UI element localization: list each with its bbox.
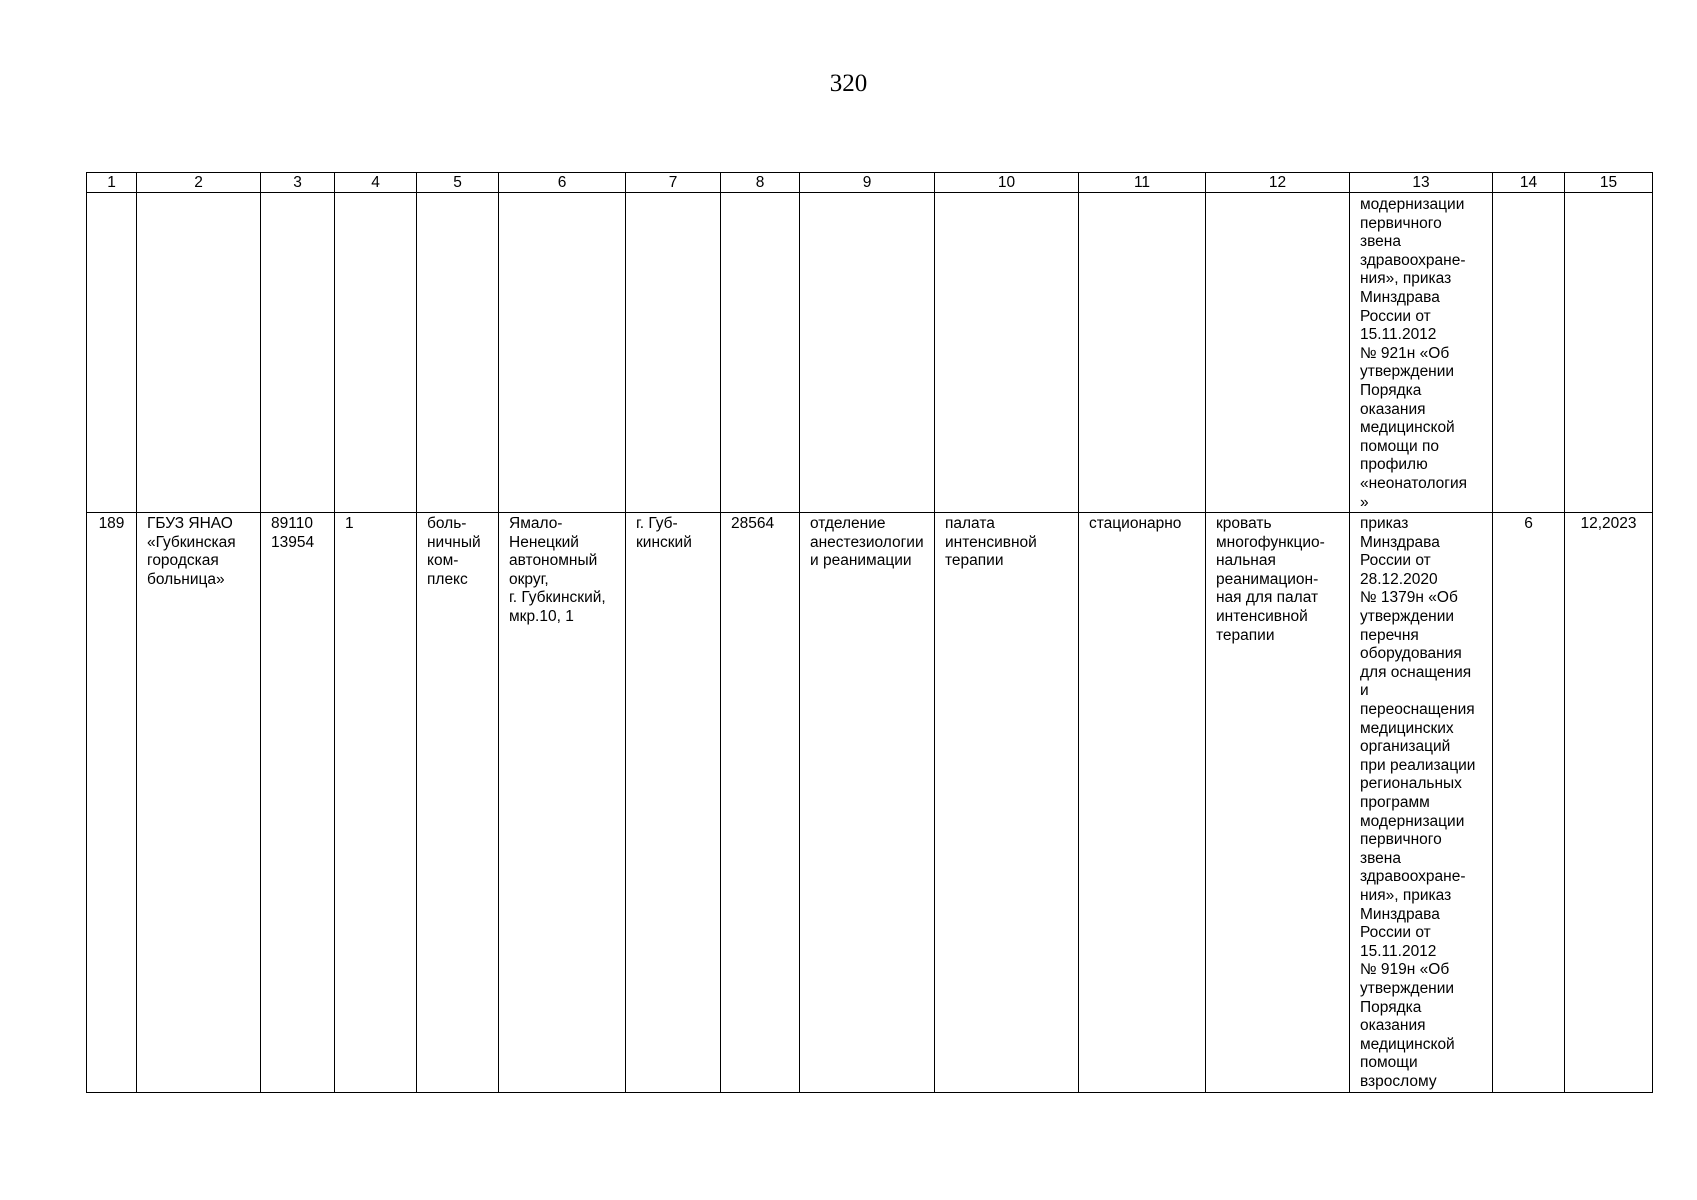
regulatory-basis-cell: приказ Минздрава России от 28.12.2020 № 1379н «Об утверждении перечня оборудования для оснащения и переоснащения медицинских организаций при реализации региональных программ модернизации первичного звена здравоохране- ния», приказ Минздрава России от 15.11.2012 № 919н «Об утверждении Порядка оказания медицинской помощи взрослому <box>1350 513 1493 1092</box>
table-cell <box>87 193 137 513</box>
table-cell <box>1206 193 1350 513</box>
column-header: 9 <box>800 173 935 193</box>
column-header: 15 <box>1565 173 1653 193</box>
table-cell <box>935 193 1079 513</box>
data-table <box>86 172 1653 1093</box>
table-cell <box>626 193 721 513</box>
column-header: 6 <box>499 173 626 193</box>
column-header: 4 <box>335 173 417 193</box>
column-header: 3 <box>261 173 335 193</box>
table-cell <box>261 193 335 513</box>
table-row <box>87 513 1653 1092</box>
department-cell: отделение анестезиологии и реанимации <box>800 513 935 1092</box>
regulatory-basis-cell: модернизации первичного звена здравоохране- ния», приказ Минздрава России от 15.11.2012 № 921н «Об утверждении Порядка оказания медицинской помощи по профилю «неонатология » <box>1350 193 1493 513</box>
table-cell <box>800 193 935 513</box>
organization-cell: ГБУЗ ЯНАО «Губкинская городская больница» <box>137 513 261 1092</box>
column-number-row <box>87 173 1653 193</box>
column-header: 11 <box>1079 173 1206 193</box>
column-header: 5 <box>417 173 499 193</box>
equipment-cell: кровать многофункцио- нальная реанимацион- ная для палат интенсивной терапии <box>1206 513 1350 1092</box>
table-cell <box>335 193 417 513</box>
column-header: 1 <box>87 173 137 193</box>
room-cell: палата интенсивной терапии <box>935 513 1079 1092</box>
building-type-cell: боль- ничный ком- плекс <box>417 513 499 1092</box>
count-cell: 1 <box>335 513 417 1092</box>
date-cell: 12,2023 <box>1565 513 1653 1092</box>
city-cell: г. Губ- кинский <box>626 513 721 1092</box>
row-number-cell: 189 <box>87 513 137 1092</box>
table-cell <box>417 193 499 513</box>
table-cell <box>499 193 626 513</box>
code-cell: 89110 13954 <box>261 513 335 1092</box>
table-row-continued <box>87 193 1653 513</box>
address-cell: Ямало- Ненецкий автономный округ, г. Губкинский, мкр.10, 1 <box>499 513 626 1092</box>
table-cell <box>137 193 261 513</box>
table-cell <box>1493 193 1565 513</box>
column-header: 13 <box>1350 173 1493 193</box>
column-header: 2 <box>137 173 261 193</box>
care-conditions-cell: стационарно <box>1079 513 1206 1092</box>
page-number: 320 <box>829 70 868 97</box>
column-header: 7 <box>626 173 721 193</box>
population-cell: 28564 <box>721 513 800 1092</box>
column-header: 8 <box>721 173 800 193</box>
column-header: 10 <box>935 173 1079 193</box>
table-cell <box>721 193 800 513</box>
column-header: 12 <box>1206 173 1350 193</box>
table-cell <box>1079 193 1206 513</box>
quantity-cell: 6 <box>1493 513 1565 1092</box>
table-cell <box>1565 193 1653 513</box>
column-header: 14 <box>1493 173 1565 193</box>
